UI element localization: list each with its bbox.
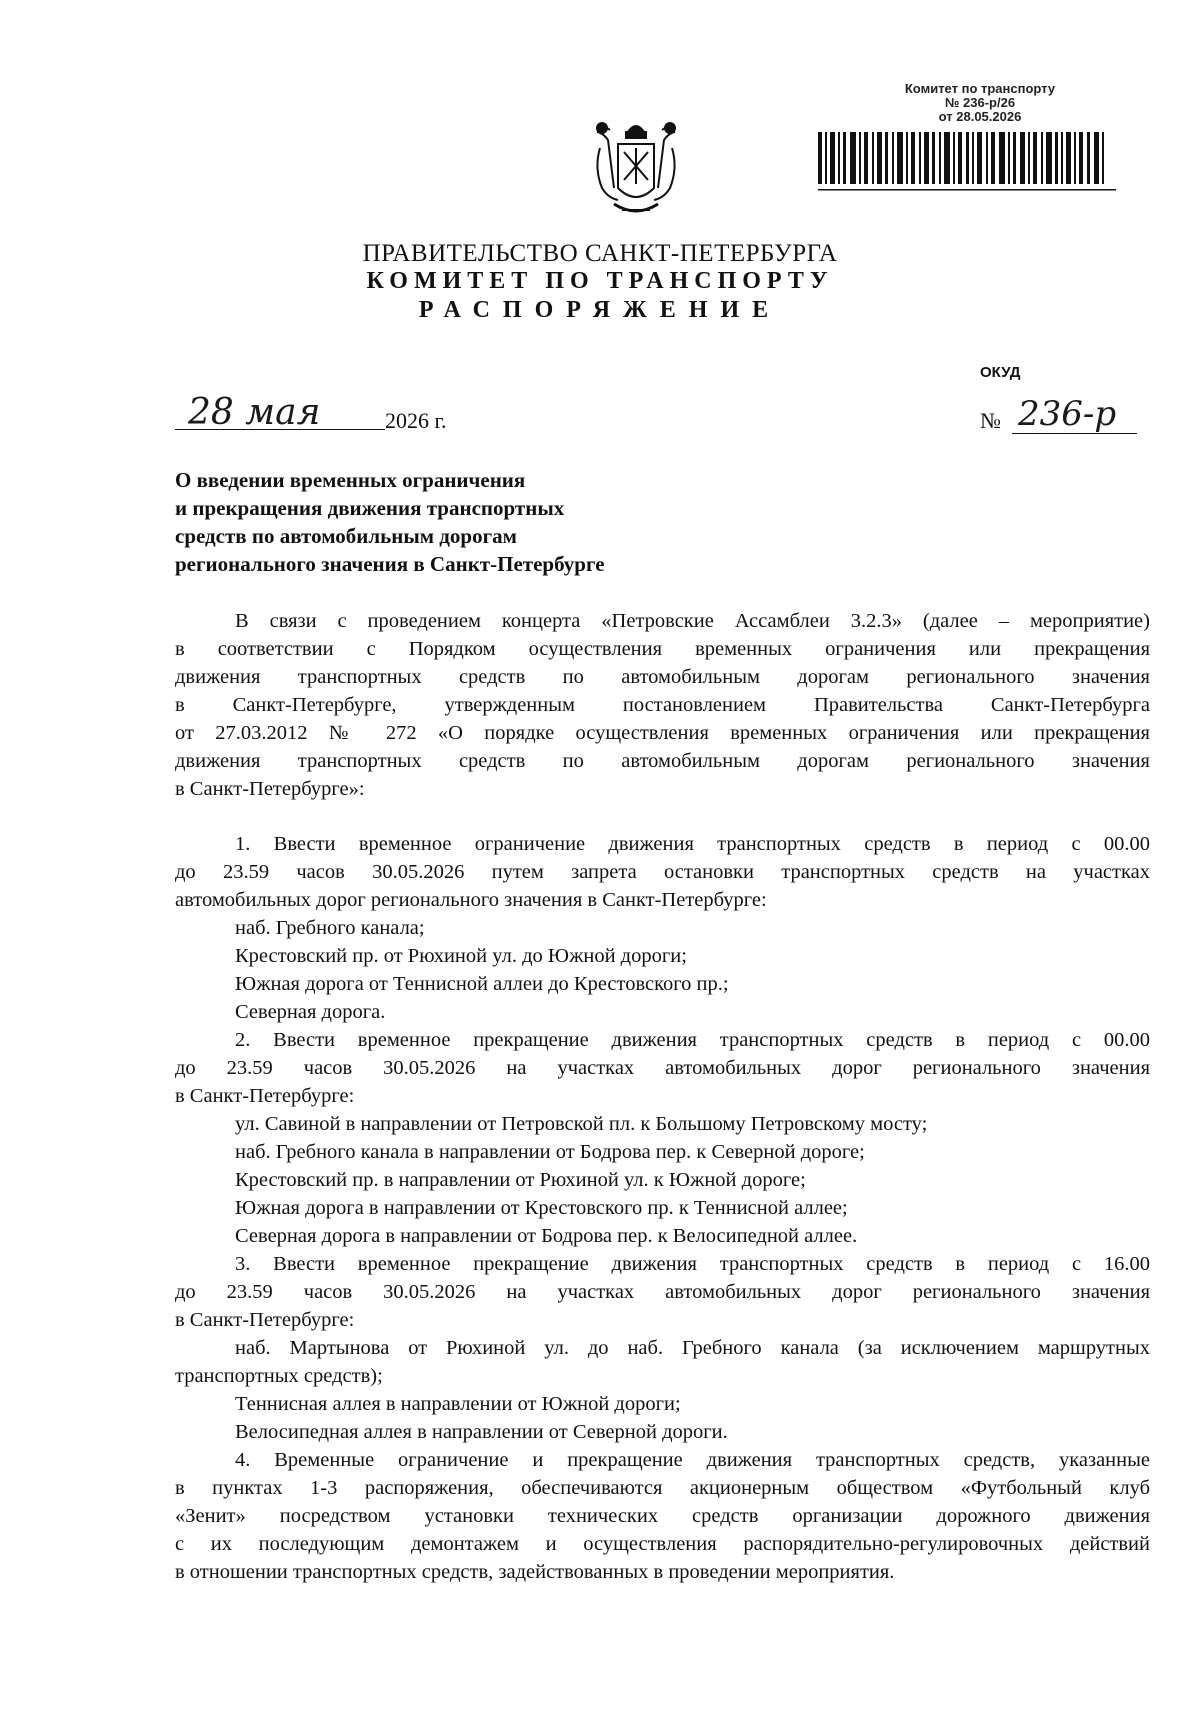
number-underline [1012,432,1137,434]
item-1 [175,830,1150,1026]
text-line: до 23.59 часов 30.05.2026 на участках автомобильных дорог регионального значения [175,1057,1150,1079]
coat-of-arms-icon [588,118,684,224]
document-type: РАСПОРЯЖЕНИЕ [418,297,782,323]
handwritten-date: 28 мая [188,392,321,433]
road-item: Крестовский пр. от Рюхиной ул. до Южной дороги; [235,945,687,967]
text-line: до 23.59 часов 30.05.2026 путем запрета остановки транспортных средств на участках [175,861,1150,883]
text-line: в Санкт-Петербурге: [175,1085,355,1107]
item-2 [175,1026,1150,1250]
date-year: 2026 г. [385,408,447,433]
road-item: наб. Гребного канала в направлении от Бодрова пер. к Северной дороге; [235,1141,865,1163]
government-title: ПРАВИТЕЛЬСТВО САНКТ-ПЕТЕРБУРГА [362,240,838,267]
text-line: автомобильных дорог регионального значения в Санкт-Петербурге: [175,889,767,911]
number-label: № [980,408,1001,433]
stamp-number: № 236-р/26 [944,95,1016,110]
road-item: Северная дорога. [235,1001,386,1023]
text-line: 2. Ввести временное прекращение движения транспортных средств в период с 00.00 [235,1029,1150,1051]
stamp-date: от 28.05.2026 [938,109,1022,124]
text-line: «Зенит» посредством установки технических средств организации дорожного движения [175,1505,1150,1527]
text-line: в отношении транспортных средств, задействованных в проведении мероприятия. [175,1561,895,1583]
road-item: Южная дорога от Теннисной аллеи до Крестовского пр.; [235,973,729,995]
text-line: в Санкт-Петербурге»: [175,778,365,800]
text-line: движения транспортных средств по автомобильным дорогам регионального значения [175,666,1150,688]
item-3 [175,1250,1150,1446]
subject-line: средств по автомобильным дорогам [175,524,517,548]
preamble-paragraph [175,607,1150,803]
text-line: В связи с проведением концерта «Петровские Ассамблеи 3.2.3» (далее – мероприятие) [235,610,1150,632]
barcode-icon [818,132,1118,194]
text-line: в соответствии с Порядком осуществления временных ограничения или прекращения [175,638,1150,660]
text-line: в Санкт-Петербурге: [175,1309,355,1331]
road-item: ул. Савиной в направлении от Петровской пл. к Большому Петровскому мосту; [235,1113,928,1135]
committee-title: КОМИТЕТ ПО ТРАНСПОРТУ [366,268,834,294]
stamp-org: Комитет по транспорту [904,81,1056,96]
text-line: до 23.59 часов 30.05.2026 на участках автомобильных дорог регионального значения [175,1281,1150,1303]
road-item: наб. Мартынова от Рюхиной ул. до наб. Гребного канала (за исключением маршрутных [235,1337,1150,1359]
road-item: наб. Гребного канала; [235,917,425,939]
road-item: Велосипедная аллея в направлении от Северной дороги. [235,1421,728,1443]
text-line: от 27.03.2012 № 272 «О порядке осуществления временных ограничения или прекращения [175,722,1150,744]
road-item: Южная дорога в направлении от Крестовского пр. к Теннисной аллее; [235,1197,848,1219]
handwritten-number: 236-р [1018,394,1117,434]
text-line: в пунктах 1-3 распоряжения, обеспечиваются акционерным обществом «Футбольный клуб [175,1477,1150,1499]
text-line: 4. Временные ограничение и прекращение движения транспортных средств, указанные [235,1449,1150,1471]
document-body [175,607,1150,1586]
road-item: Крестовский пр. в направлении от Рюхиной ул. к Южной дороге; [235,1169,806,1191]
text-line: 3. Ввести временное прекращение движения транспортных средств в период с 16.00 [235,1253,1150,1275]
subject-line: и прекращения движения транспортных [175,496,565,520]
text-line: в Санкт-Петербурге, утвержденным постановлением Правительства Санкт-Петербурга [175,694,1150,716]
road-item-continued: транспортных средств); [175,1365,383,1387]
text-line: с их последующим демонтажем и осуществления распорядительно-регулировочных действий [175,1533,1150,1555]
okud-label: ОКУД [980,364,1021,381]
paragraph-gap [175,803,1150,830]
date-underline [175,428,385,430]
road-item: Северная дорога в направлении от Бодрова пер. к Велосипедной аллее. [235,1225,858,1247]
road-item: Теннисная аллея в направлении от Южной дороги; [235,1393,681,1415]
text-line: 1. Ввести временное ограничение движения транспортных средств в период с 00.00 [235,833,1150,855]
registration-stamp [810,82,1150,124]
document-subject [175,466,735,578]
subject-line: О введении временных ограничения [175,468,526,492]
subject-line: регионального значения в Санкт-Петербурге [175,552,605,576]
text-line: движения транспортных средств по автомобильным дорогам регионального значения [175,750,1150,772]
item-4 [175,1446,1150,1586]
